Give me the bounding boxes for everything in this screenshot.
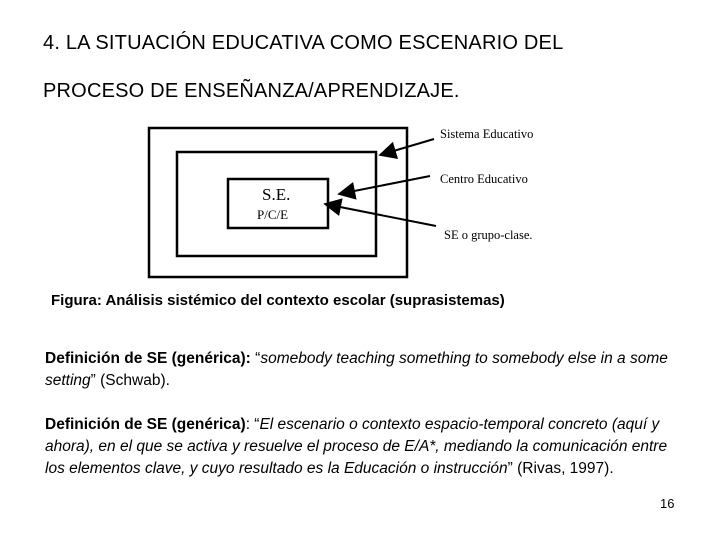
label-sistema-educativo: Sistema Educativo: [440, 127, 534, 141]
label-centro-educativo: Centro Educativo: [440, 172, 528, 186]
quote-close: ”: [507, 460, 513, 477]
quote-close: ”: [90, 372, 96, 389]
quote-open: “: [250, 350, 261, 367]
quote-open: : “: [245, 416, 260, 433]
definition-term: Definición de SE (genérica): [45, 416, 246, 433]
arrow-centro-educativo: [339, 176, 430, 194]
definition-quote: El escenario o contexto espacio-temporal concreto (aquí y ahora), en el que se activa y resuelve el proceso de E/A*, mediando la comunicación entre los elementos clave, y cuyo resultado es la Educación o instrucción: [45, 416, 668, 477]
page-number: 16: [660, 496, 675, 511]
definition-rivas: [45, 414, 685, 480]
inner-box-subtitle: P/C/E: [257, 207, 289, 222]
slide-title-line-1: 4. LA SITUACIÓN EDUCATIVA COMO ESCENARIO DEL: [43, 32, 564, 54]
inner-box-title: S.E.: [262, 185, 291, 204]
definition-source: (Rivas, 1997).: [512, 460, 614, 477]
slide-title-line-2: PROCESO DE ENSEÑANZA/APRENDIZAJE.: [43, 80, 460, 102]
arrow-se-grupo-clase: [325, 204, 436, 226]
definition-schwab: [45, 348, 685, 392]
label-se-grupo-clase: SE o grupo-clase.: [444, 228, 533, 242]
definition-quote: somebody teaching something to somebody else in a some setting: [45, 350, 668, 389]
definition-source: (Schwab).: [95, 372, 170, 389]
figure-caption: Figura: Análisis sistémico del contexto escolar (suprasistemas): [51, 292, 505, 309]
definition-term: Definición de SE (genérica):: [45, 350, 251, 367]
